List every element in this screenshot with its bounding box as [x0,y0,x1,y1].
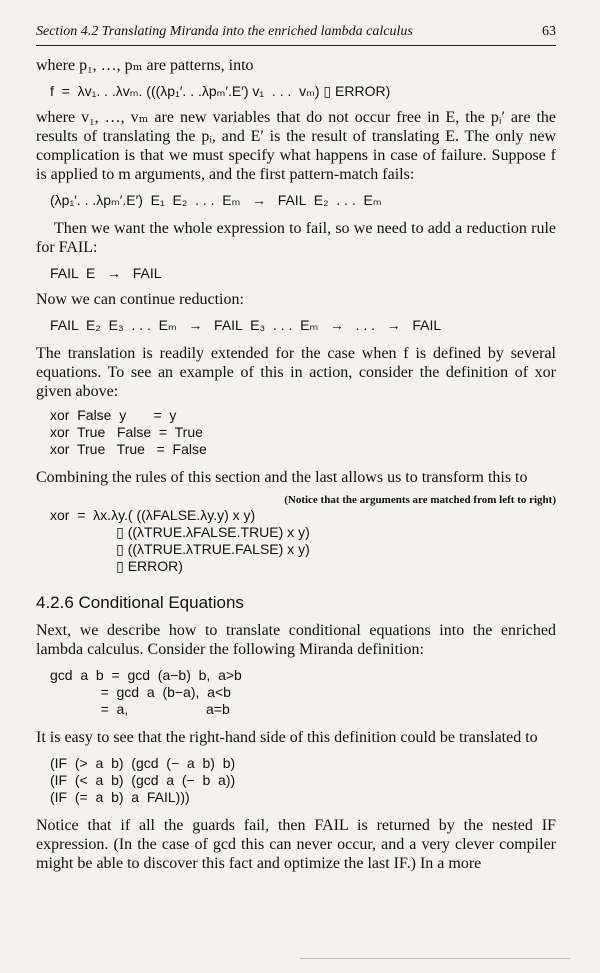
header-rule [36,45,556,46]
footer-rule [300,958,570,959]
paragraph: The translation is readily extended for the case when f is defined by several equations. To see an example of this in action, consider the definition of xor given above: [36,345,556,400]
paragraph: Notice that if all the guards fail, then FAIL is returned by the nested IF expression. (In the case of gcd this can never occur, and a very clever compiler might be able to discover this fact and optimize the last IF.) In a more [36,817,556,872]
page [36,22,556,873]
code-block: xor = λx.λy.( ((λFALSE.λy.y) x y) ▯ ((λTRUE.λFALSE.TRUE) x y) ▯ ((λTRUE.λTRUE.FALSE) x y) ▯ ERROR) [50,507,310,574]
code-block: gcd a b = gcd (a−b) b, a>b = gcd a (b−a), a<b = a, a=b [50,667,242,717]
section-heading: 4.2.6 Conditional Equations [36,593,244,612]
code-block: xor False y = y xor True False = True xor True True = False [50,407,207,457]
paragraph: Next, we describe how to translate conditional equations into the enriched lambda calculus. Consider the following Miranda definition: [36,622,556,658]
page-number: 63 [542,24,556,39]
paragraph: Combining the rules of this section and the last allows us to transform this to [36,469,528,486]
code-block: FAIL E → FAIL [50,265,162,281]
paragraph: where v₁, …, vₘ are new variables that do not occur free in E, the pᵢ′ are the results of translating the pᵢ, and E′ is the result of translating E. The only new complication is that we must specify what happens in case of failure. Suppose f is applied to m arguments, and the first pattern-match fails: [36,109,556,183]
paragraph: Then we want the whole expression to fail, so we need to add a reduction rule for FAIL: [36,220,556,256]
paragraph: Now we can continue reduction: [36,291,244,308]
paragraph: It is easy to see that the right-hand side of this definition could be translated to [36,729,538,746]
running-header [36,22,556,42]
code-block: (λp₁′. . .λpₘ′.E′) E₁ E₂ . . . Eₘ → FAIL E₂ . . . Eₘ [50,192,382,208]
paragraph: where p₁, …, pₘ are patterns, into [36,57,254,74]
code-block: FAIL E₂ E₃ . . . Eₘ → FAIL E₃ . . . Eₘ → . . . → FAIL [50,317,442,333]
margin-note: (Notice that the arguments are matched from left to right) [284,494,556,506]
code-block: f = λv₁. . .λvₘ. (((λp₁′. . .λpₘ′.E′) v₁ . . . vₘ) ▯ ERROR) [50,83,391,99]
running-title: Section 4.2 Translating Miranda into the enriched lambda calculus [36,24,413,39]
code-block: (IF (> a b) (gcd (− a b) b) (IF (< a b) (gcd a (− b a)) (IF (= a b) a FAIL))) [50,755,236,805]
